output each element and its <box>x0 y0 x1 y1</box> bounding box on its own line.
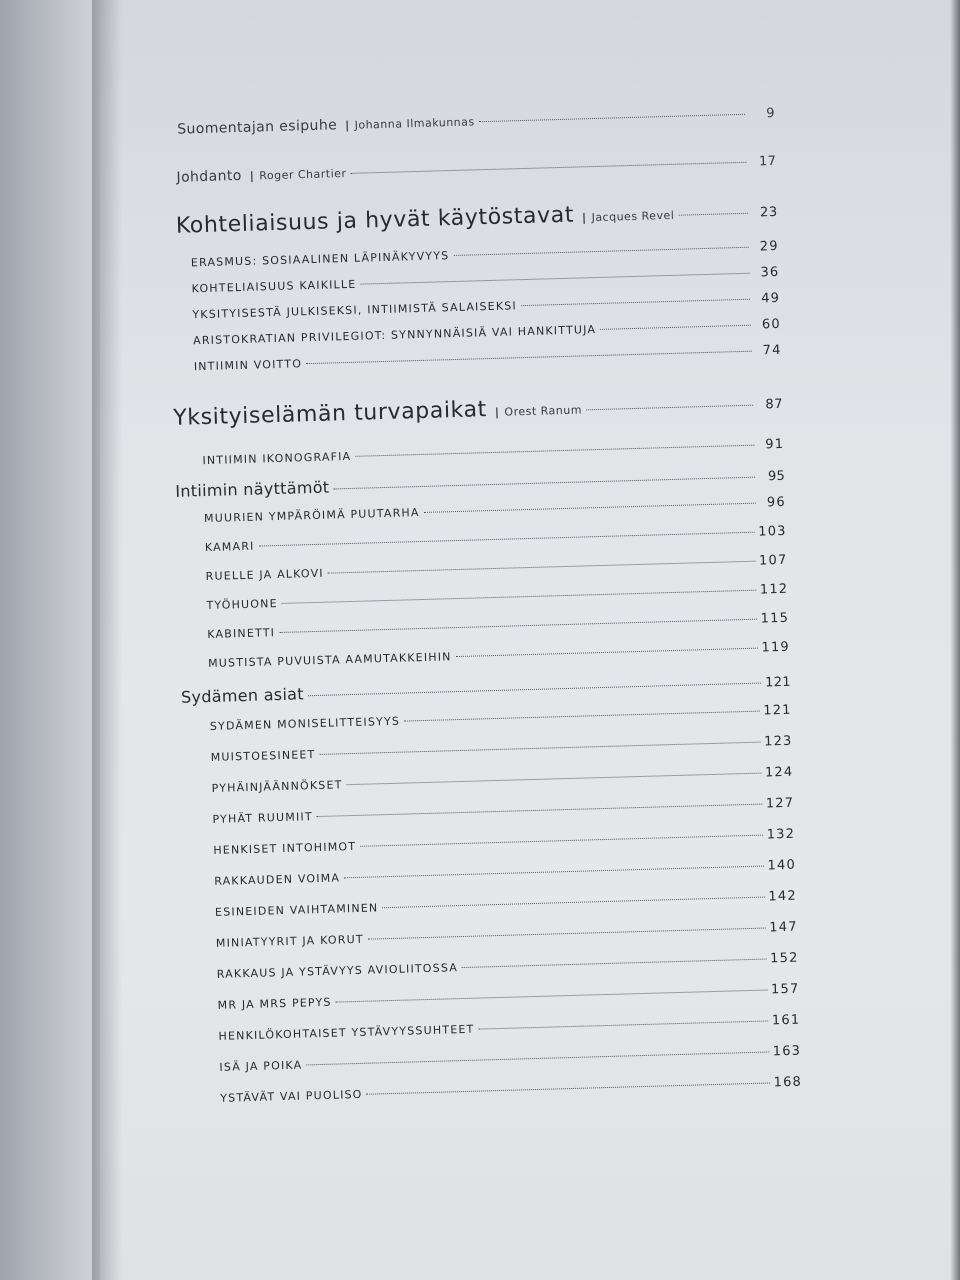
entry-author: | Roger Chartier <box>250 167 347 183</box>
page-number: 36 <box>760 264 780 281</box>
page-number: 142 <box>768 888 798 905</box>
section-author: | Jacques Revel <box>582 209 675 225</box>
entry-title: RAKKAUDEN VOIMA <box>214 871 341 888</box>
entry-title: KOHTELIAISUUS KAIKILLE <box>191 277 357 296</box>
page-number: 112 <box>759 581 789 598</box>
page-number: 119 <box>761 639 791 656</box>
entry-title: ARISTOKRATIAN PRIVILEGIOT: SYNNYNNÄISIÄ VAI HANKITTUJA <box>192 323 597 348</box>
page-number: 95 <box>767 468 786 485</box>
page-number: 107 <box>758 552 788 569</box>
dot-leader <box>453 247 748 256</box>
entry-author: | Johanna Ilmakunnas <box>345 115 475 132</box>
page-number: 168 <box>773 1074 803 1091</box>
entry-title: ESINEIDEN VAIHTAMINEN <box>214 901 379 919</box>
page-number: 23 <box>759 204 778 221</box>
page-number: 161 <box>771 1012 801 1029</box>
dot-leader <box>368 928 766 940</box>
page-number: 132 <box>766 826 796 843</box>
page-edge-shadow <box>950 0 960 1280</box>
dot-leader <box>308 683 761 697</box>
entry-title: RUELLE JA ALKOVI <box>205 566 324 584</box>
page-number: 49 <box>761 290 781 307</box>
entry-title: ISÄ JA POIKA <box>219 1058 303 1074</box>
dot-leader <box>382 897 764 909</box>
entry-title: RAKKAUS JA YSTÄVYYS AVIOLIITOSSA <box>216 961 459 981</box>
dot-leader <box>678 213 748 216</box>
entry-title: PYHÄT RUUMIIT <box>212 810 313 826</box>
page-number: 103 <box>758 523 787 540</box>
entry-title: MUISTOESINEET <box>210 748 316 764</box>
page-number: 29 <box>759 238 779 255</box>
page-number: 163 <box>772 1043 802 1060</box>
subsection-title: Sydämen asiat <box>180 684 305 707</box>
page-number: 91 <box>765 436 785 453</box>
dot-leader <box>586 405 753 411</box>
page-number: 87 <box>765 396 784 413</box>
subsection-title: Intiimin näyttämöt <box>175 477 330 501</box>
entry-title: TYÖHUONE <box>206 597 278 613</box>
page-number: 60 <box>761 316 782 333</box>
page-number: 115 <box>760 610 790 627</box>
dot-leader <box>478 1021 767 1030</box>
entry-title: MINIATYYRIT JA KORUT <box>215 932 364 950</box>
entry-title: KAMARI <box>204 539 255 555</box>
entry-title: MR JA MRS PEPYS <box>217 995 332 1012</box>
entry-title: HENKISET INTOHIMOT <box>213 839 357 857</box>
entry-title: PYHÄINJÄÄNNÖKSET <box>211 778 343 795</box>
dot-leader <box>521 299 750 306</box>
table-of-contents <box>165 105 803 1123</box>
dot-leader <box>600 325 751 330</box>
entry-title: HENKILÖKOHTAISET YSTÄVYYSSUHTEET <box>218 1022 475 1043</box>
page-number: 140 <box>767 857 797 874</box>
page-number: 96 <box>766 494 787 511</box>
page-number: 9 <box>766 105 776 122</box>
entry-title: YKSITYISESTÄ JULKISEKSI, INTIIMISTÄ SALAISEKSI <box>192 299 518 322</box>
page-number: 124 <box>764 764 794 781</box>
dot-leader <box>350 162 746 174</box>
page-number: 157 <box>770 981 800 998</box>
dot-leader <box>479 114 745 122</box>
dot-leader <box>347 773 761 786</box>
entry-title: MUSTISTA PUVUISTA AAMUTAKKEIHIN <box>207 650 452 671</box>
section-title: Yksityiselämän turvapaikat <box>172 397 488 431</box>
entry-title: ERASMUS: SOSIAALINEN LÄPINÄKYVYYS <box>190 249 450 270</box>
dot-leader <box>360 273 749 285</box>
page-number: 17 <box>758 153 777 170</box>
dot-leader <box>333 477 755 490</box>
section-title: Kohteliaisuus ja hyvät käytöstavat <box>175 202 575 239</box>
dot-leader <box>367 1082 770 1094</box>
left-page <box>0 0 100 1280</box>
dot-leader <box>355 445 754 457</box>
dot-leader <box>404 711 759 722</box>
entry-title: Suomentajan esipuhe <box>176 117 338 138</box>
dot-leader <box>456 648 758 657</box>
entry-title: INTIIMIN VOITTO <box>193 357 303 374</box>
entry-title: YSTÄVÄT VAI PUOLISO <box>220 1087 363 1105</box>
page-number: 147 <box>769 919 798 936</box>
page-number: 121 <box>764 674 792 691</box>
entry-title: INTIIMIN IKONOGRAFIA <box>202 449 352 468</box>
dot-leader <box>424 503 756 513</box>
entry-title: KABINETTI <box>207 626 276 642</box>
dot-leader <box>360 835 763 847</box>
page-number: 127 <box>765 795 795 812</box>
entry-title: Johdanto <box>176 167 242 186</box>
entry-title: SYDÄMEN MONISELITTEISYYS <box>209 714 401 733</box>
dot-leader <box>462 959 766 968</box>
section-author: | Orest Ranum <box>495 403 582 418</box>
page-number: 74 <box>762 342 782 359</box>
page-number: 152 <box>769 950 799 967</box>
spine-shadow <box>92 0 122 1280</box>
entry-title: MUURIEN YMPÄRÖIMÄ PUUTARHA <box>203 506 420 526</box>
page-number: 123 <box>763 733 793 750</box>
page-number: 121 <box>763 702 792 719</box>
